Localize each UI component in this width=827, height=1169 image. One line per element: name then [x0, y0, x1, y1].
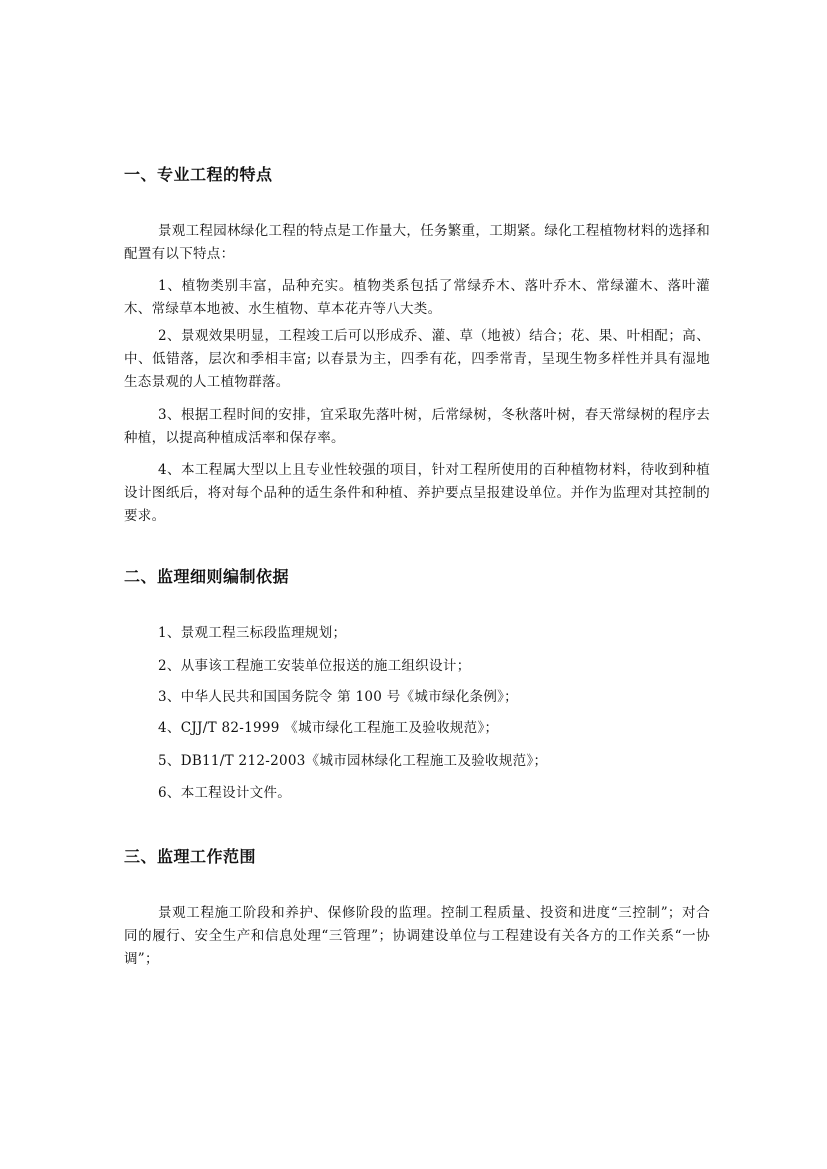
basis-list-item: 5、DB11/T 212-2003《城市园林绿化工程施工及验收规范》； — [158, 753, 548, 769]
section-1-paragraph-intro: 景观工程园林绿化工程的特点是工作量大，任务繁重，工期紧。绿化工程植物材料的选择和配置有以下特点： — [124, 223, 710, 262]
basis-list-item: 1、景观工程三标段监理规划； — [158, 625, 347, 641]
basis-list-item: 3、中华人民共和国国务院令 第 100 号《城市绿化条例》； — [158, 689, 518, 705]
section-2-heading: 二、监理细则编制依据 — [124, 567, 290, 586]
section-3-heading: 三、监理工作范围 — [124, 847, 257, 866]
basis-list-item: 2、从事该工程施工安装单位报送的施工组织设计； — [158, 658, 471, 674]
section-1-paragraph-2: 2、景观效果明显，工程竣工后可以形成乔、灌、草（地被）结合；花、果、叶相配；高、中、低错落，层次和季相丰富; 以春景为主，四季有花，四季常青，呈现生物多样性并具有湿地生态景观的人工植物群落。 — [124, 328, 710, 390]
section-1-heading: 一、专业工程的特点 — [124, 165, 273, 184]
basis-list-item: 4、CJJ/T 82-1999 《城市绿化工程施工及验收规范》； — [158, 720, 499, 736]
basis-list-item: 6、本工程设计文件。 — [158, 785, 292, 801]
section-1-paragraph-1: 1、植物类别丰富，品种充实。植物类系包括了常绿乔木、落叶乔木、常绿灌木、落叶灌木、常绿草本地被、水生植物、草本花卉等八大类。 — [124, 278, 710, 317]
section-1-paragraph-3: 3、根据工程时间的安排，宜采取先落叶树，后常绿树，冬秋落叶树，春天常绿树的程序去种植，以提高种植成活率和保存率。 — [124, 407, 710, 446]
section-3-paragraph: 景观工程施工阶段和养护、保修阶段的监理。控制工程质量、投资和进度“三控制”；对合同的履行、安全生产和信息处理“三管理”；协调建设单位与工程建设有关各方的工作关系“一协调”； — [124, 905, 710, 967]
section-1-paragraph-4: 4、本工程属大型以上且专业性较强的项目，针对工程所使用的百种植物材料，待收到种植设计图纸后，将对每个品种的适生条件和种植、养护要点呈报建设单位。并作为监理对其控制的要求。 — [124, 462, 710, 524]
